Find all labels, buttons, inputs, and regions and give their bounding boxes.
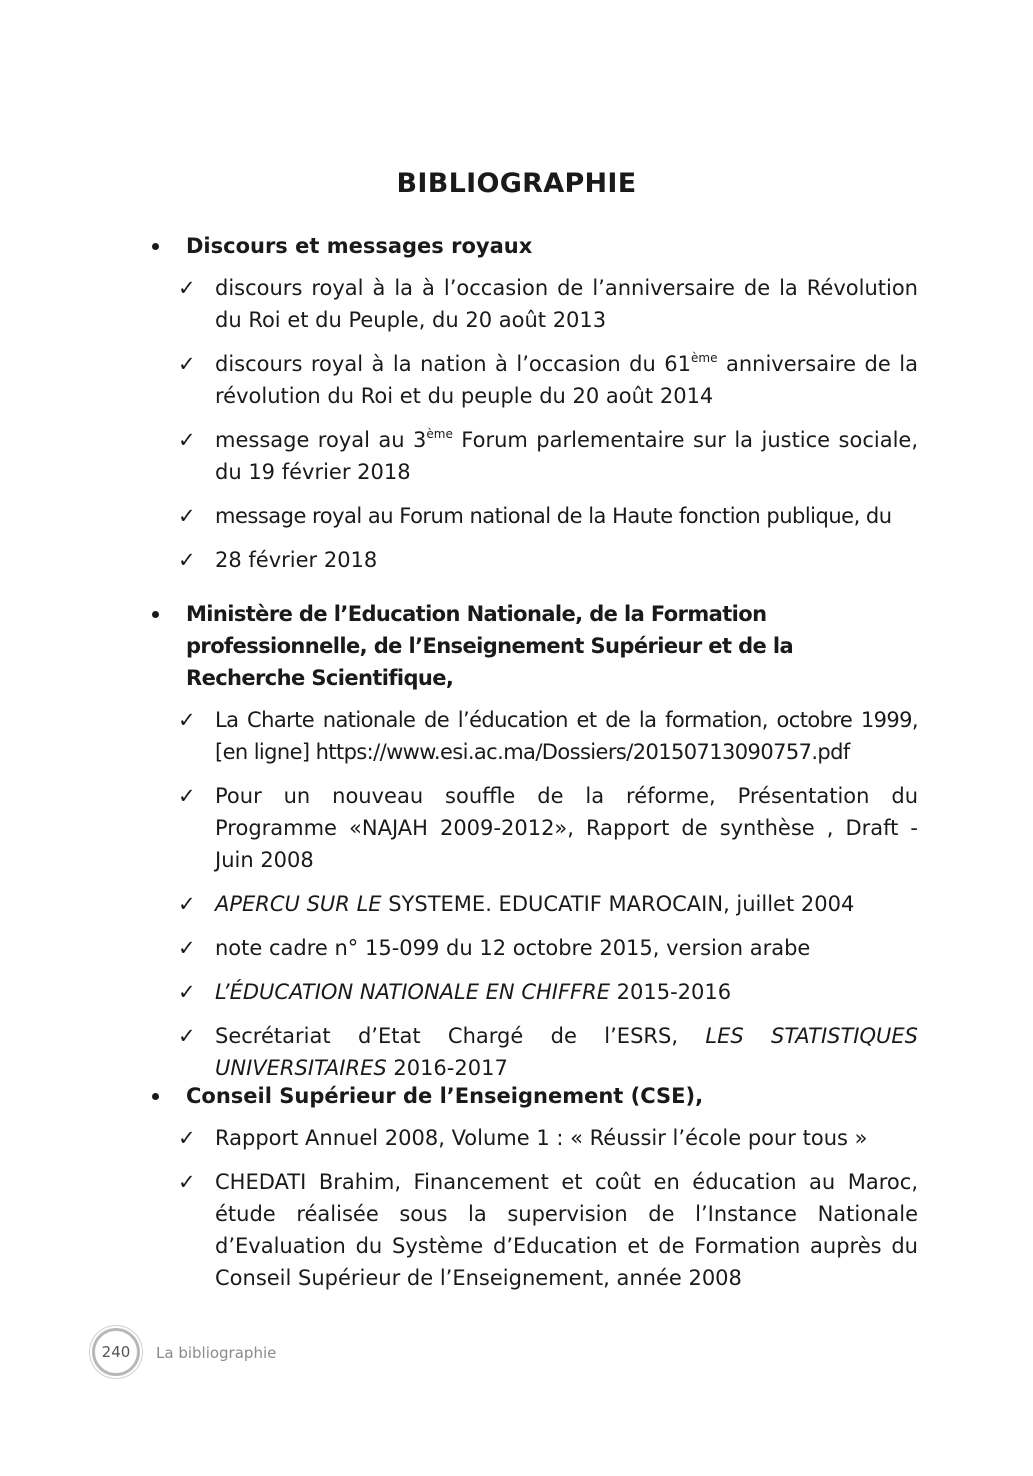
checkmark-icon: ✓ (178, 784, 196, 808)
section-heading (148, 230, 918, 262)
list-item (148, 272, 918, 336)
page-number-badge (92, 1328, 140, 1376)
item-italic-title: APERCU SUR LE (215, 892, 382, 916)
item-text: discours royal à la nation à l’occasion du 61 (215, 352, 692, 376)
page-number: 240 (101, 1343, 131, 1361)
section-heading (148, 598, 918, 694)
list-item (148, 780, 918, 876)
list-item (148, 544, 918, 576)
item-text: Rapport Annuel 2008, Volume 1 : « Réussir l’école pour tous » (215, 1126, 868, 1150)
item-italic-title: LES STATISTIQUES UNIVERSITAIRES (215, 1024, 918, 1080)
list-item (148, 888, 918, 920)
item-text: message royal au 3 (215, 428, 427, 452)
page-title: BIBLIOGRAPHIE (396, 168, 637, 199)
checkmark-icon: ✓ (178, 1024, 196, 1048)
bullet-dot-icon (152, 1093, 159, 1100)
section-heading (148, 1080, 918, 1112)
checkmark-icon: ✓ (178, 892, 196, 916)
item-text: discours royal à la à l’occasion de l’anniversaire de la Révolution du Roi et du Peuple, du 20 août 2013 (215, 276, 918, 332)
list-item (148, 976, 918, 1008)
list-item (148, 1166, 918, 1294)
section-heading-text: Discours et messages royaux (186, 234, 533, 258)
item-text: Secrétariat d’Etat Chargé de l’ESRS, (215, 1024, 706, 1048)
item-text-tail: SYSTEME. EDUCATIF MAROCAIN, juillet 2004 (381, 892, 855, 916)
checkmark-icon: ✓ (178, 1170, 196, 1194)
list-item (148, 1020, 918, 1084)
checkmark-icon: ✓ (178, 276, 196, 300)
item-text-tail: 2016-2017 (386, 1056, 508, 1080)
checkmark-icon: ✓ (178, 352, 196, 376)
list-item (148, 424, 918, 488)
item-text-tail: Forum parlementaire sur la justice sociale, du 19 février 2018 (215, 428, 919, 484)
item-italic-title: L’ÉDUCATION NATIONALE EN CHIFFRE (215, 980, 610, 1004)
item-text: 28 février 2018 (215, 548, 378, 572)
section-cse (148, 1080, 918, 1306)
section-heading-text: Conseil Supérieur de l’Enseignement (186, 1084, 624, 1108)
checkmark-icon: ✓ (178, 504, 196, 528)
item-text: La Charte nationale de l’éducation et de la formation, octobre 1999, [en ligne] https://www.esi.ac.ma/Dossiers/20150713090757.pdf (215, 708, 918, 764)
list-item (148, 704, 918, 768)
footer-label: La bibliographie (156, 1344, 277, 1362)
bullet-dot-icon (152, 243, 159, 250)
checkmark-icon: ✓ (178, 708, 195, 732)
checkmark-icon: ✓ (178, 428, 196, 452)
item-text: message royal au Forum national de la Haute fonction publique, du (215, 504, 892, 528)
section-heading-text: Ministère de l’Education Nationale, de la Formation professionnelle, de l’Enseignement Supérieur et de la Recherche Scientifique, (186, 602, 794, 690)
section-ministry (148, 598, 918, 1096)
bullet-dot-icon (152, 611, 159, 618)
item-text-tail: anniversaire de la révolution du Roi et du peuple du 20 août 2014 (215, 352, 918, 408)
item-text: note cadre n° 15-099 du 12 octobre 2015, version arabe (215, 936, 811, 960)
checkmark-icon: ✓ (178, 936, 196, 960)
item-text-tail: 2015-2016 (609, 980, 732, 1004)
superscript: ème (426, 427, 453, 441)
checkmark-icon: ✓ (178, 1126, 196, 1150)
list-item (148, 348, 918, 412)
list-item (148, 932, 918, 964)
item-text: CHEDATI Brahim, Financement et coût en éducation au Maroc, étude réalisée sous la supervision de l’Instance Nationale d’Evaluation du Système d’Education et de Formation auprès du Conseil Supérieur de l’Enseignement, année 2008 (215, 1170, 918, 1290)
section-royal-speeches (148, 230, 918, 588)
superscript: ème (691, 351, 718, 365)
checkmark-icon: ✓ (178, 548, 196, 572)
list-item (148, 500, 918, 532)
section-heading-tail: (CSE), (623, 1084, 704, 1108)
list-item (148, 1122, 918, 1154)
checkmark-icon: ✓ (178, 980, 196, 1004)
item-text: Pour un nouveau souffle de la réforme, Présentation du Programme «NAJAH 2009-2012», Rapport de synthèse , Draft - Juin 2008 (215, 784, 918, 872)
